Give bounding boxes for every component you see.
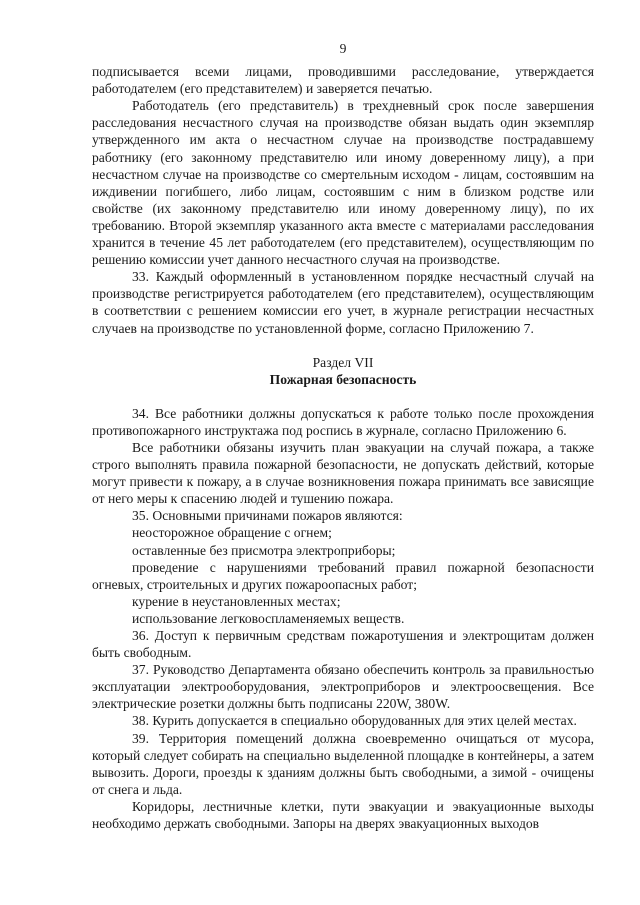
page-number: 9 <box>339 41 347 56</box>
paragraph-continuation: подписывается всеми лицами, проводившими расследование, утверждается работодателем (его представителем) и заверяется печатью. <box>92 64 594 97</box>
document-page <box>92 40 594 832</box>
paragraph-38: 38. Курить допускается в специально оборудованных для этих целей местах. <box>132 713 577 729</box>
paragraph-33: 33. Каждый оформленный в установленном порядке несчастный случай на производстве регистрируется работодателем (его представителем), осуществляющим в соответствии с решением комиссии его учет, в журнале регистрации несчастных случаев на производстве по установленной форме, согласно Приложению 7. <box>92 269 594 336</box>
paragraph-35: 35. Основными причинами пожаров являются: <box>132 508 403 524</box>
paragraph-39: 39. Территория помещений должна своевременно очищаться от мусора, который следует собирать на специально выделенной площадке в контейнеры, а затем вывозить. Дороги, проезды к зданиям должны быть свободными, а зимой - очищены от снега и льда. <box>92 730 594 797</box>
paragraph-34-evacuation: Все работники обязаны изучить план эвакуации на случай пожара, а также строго выполнять правила пожарной безопасности, не допускать действий, которые могут привести к пожару, а в случае возникновения пожара принимать все зависящие от него меры к спасению людей и тушению пожара. <box>92 439 594 507</box>
paragraph-39-corridors: Коридоры, лестничные клетки, пути эвакуации и эвакуационные выходы необходимо держать свободными. Запоры на дверях эвакуационных выходов <box>92 798 594 832</box>
paragraph-37: 37. Руководство Департамента обязано обеспечить контроль за правильностью эксплуатации электрооборудования, электроприборов и электроосвещения. Все электрические розетки должны быть подписаны 220W, 380W. <box>92 662 594 712</box>
fire-cause-item: неосторожное обращение с огнем; <box>132 525 332 541</box>
paragraph-employer-copy: Работодатель (его представитель) в трехдневный срок после завершения расследования несчастного случая на производстве обязан выдать один экземпляр утвержденного им акта о несчастном случае на производстве пострадавшему работнику (его законному представителю или иному доверенному лицу), а при несчастном случае на производстве со смертельным исходом - лицам, состоявшим на иждивении погибшего, либо лицам, состоявшим с ним в близком родстве или свойстве (их законному представителю или иному доверенному лицу), по их требованию. Второй экземпляр указанного акта вместе с материалами расследования хранится в течение 45 лет работодателем (его представителем), осуществляющим по решению комиссии учет данного несчастного случая на производстве. <box>92 98 594 268</box>
fire-cause-item: использование легковоспламеняемых веществ. <box>132 610 405 626</box>
fire-cause-item: курение в неустановленных местах; <box>132 593 341 609</box>
section-label: Раздел VII <box>312 354 374 370</box>
fire-cause-item: проведение с нарушениями требований правил пожарной безопасности огневых, строительных и других пожароопасных работ; <box>92 559 594 592</box>
paragraph-36: 36. Доступ к первичным средствам пожаротушения и электрощитам должен быть свободным. <box>92 628 594 661</box>
paragraph-34: 34. Все работники должны допускаться к работе только после прохождения противопожарного инструктажа под роспись в журнале, согласно Приложению 6. <box>92 405 594 438</box>
fire-cause-item: оставленные без присмотра электроприборы; <box>132 542 396 558</box>
section-title: Пожарная безопасность <box>269 371 417 387</box>
